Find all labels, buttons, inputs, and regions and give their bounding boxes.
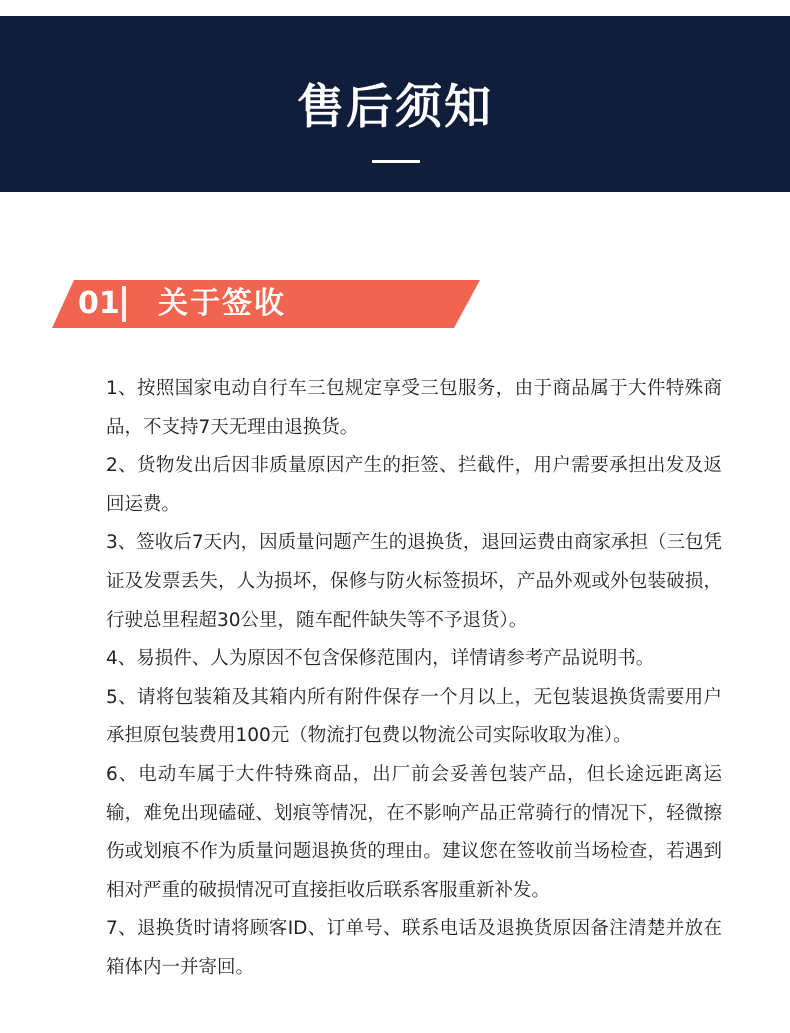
notice-item: 3、签收后7天内，因质量问题产生的退换货，退回运费由商家承担（三包凭证及发票丢失，人为损坏，保修与防火标签损坏，产品外观或外包装破损，行驶总里程超30公里，随车配件缺失等不予退货）。 <box>106 532 722 631</box>
notice-item: 6、电动车属于大件特殊商品，出厂前会妥善包装产品，但长途远距离运输，难免出现磕碰、划痕等情况，在不影响产品正常骑行的情况下，轻微擦伤或划痕不作为质量问题退换货的理由。建议您在签收前当场检查，若遇到相对严重的破损情况可直接拒收后联系客服重新补发。 <box>106 763 722 901</box>
notice-item: 1、按照国家电动自行车三包规定享受三包服务，由于商品属于大件特殊商品，不支持7天无理由退换货。 <box>106 378 722 438</box>
header-banner <box>0 16 790 192</box>
section-title: 关于签收 <box>158 286 286 321</box>
notice-item: 5、请将包装箱及其箱内所有附件保存一个月以上，无包装退换货需要用户承担原包装费用100元（物流打包费以物流公司实际收取为准）。 <box>106 686 722 747</box>
notice-list <box>106 370 722 988</box>
notice-item: 2、货物发出后因非质量原因产生的拒签、拦截件，用户需要承担出发及返回运费。 <box>106 455 722 515</box>
title-underline <box>372 160 420 163</box>
page-title: 售后须知 <box>297 80 493 135</box>
notice-item: 4、易损件、人为原因不包含保修范围内，详情请参考产品说明书。 <box>106 648 655 670</box>
section-banner <box>52 280 480 328</box>
section-number: 01 <box>78 286 120 321</box>
notice-item: 7、退换货时请将顾客ID、订单号、联系电话及退换货原因备注清楚并放在箱体内一并寄回。 <box>106 918 722 978</box>
